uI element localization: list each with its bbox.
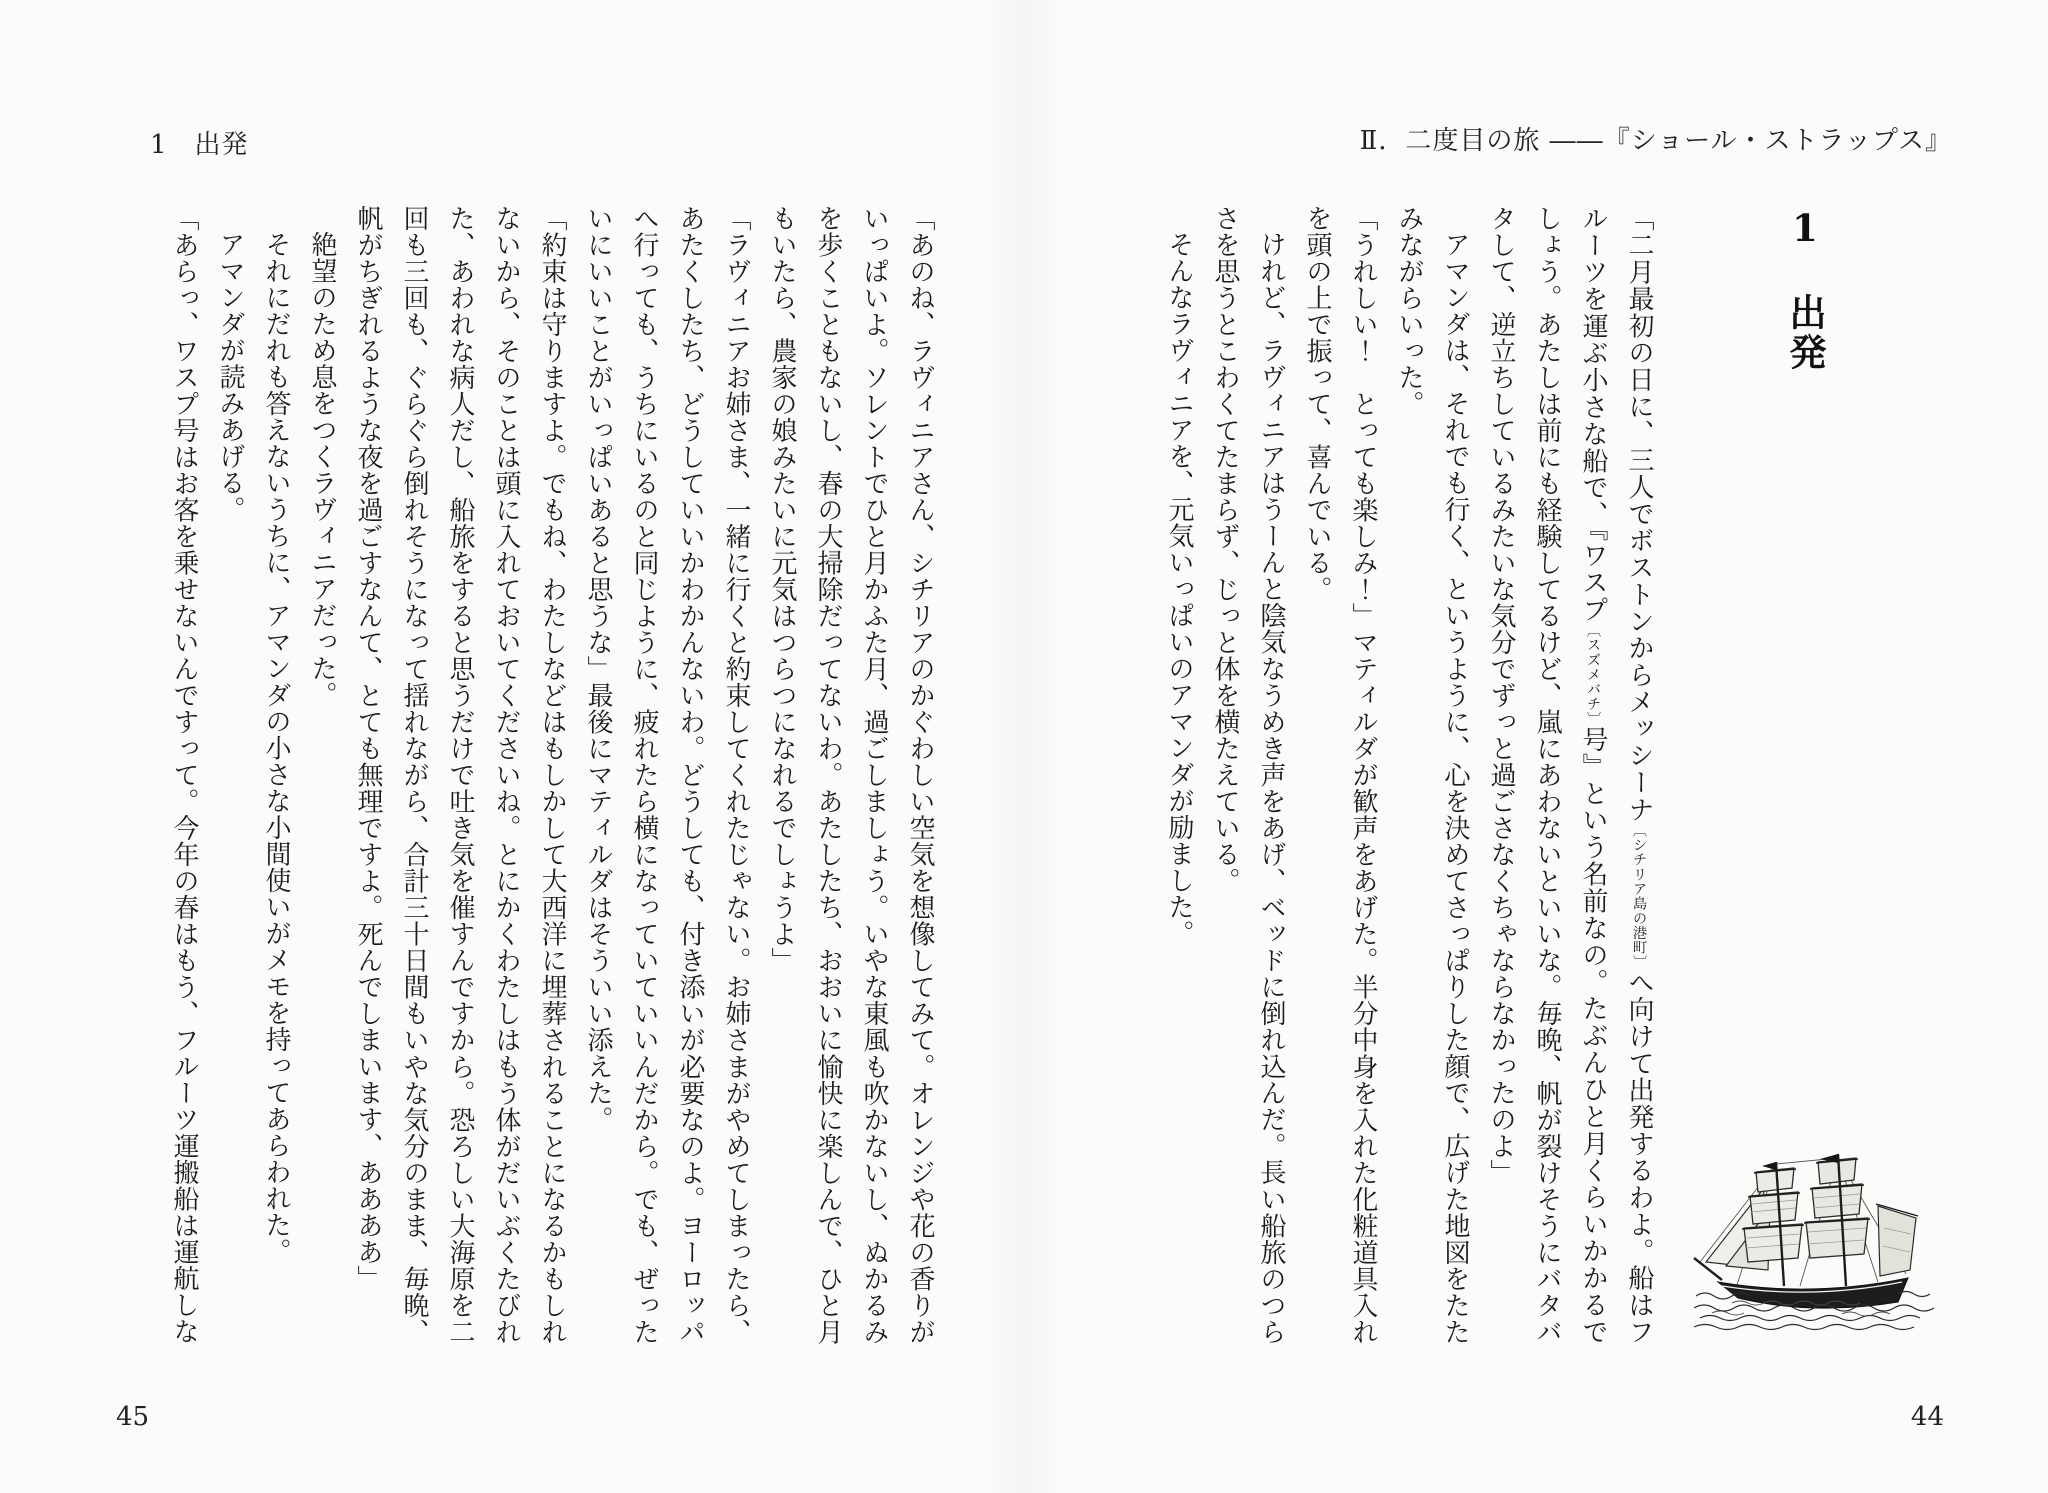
paragraph: 「あのね、ラヴィニアさん、シチリアのかぐわしい空気を想像してみて。オレンジや花の香りがいっぱいよ。ソレントでひと月かふた月、過ごしましょう。いやな東風も吹かないし、ぬかるみを歩くこともないし、春の大掃除だってないわ。あたしたち、おおいに愉快に楽しんで、ひと月もいたら、農家の娘みたいに元気はつらつになれるでしょうよ」 (767, 205, 935, 1345)
paragraph: 「あらっ、ワスプ号はお客を乗せないんですって。今年の春はもう、フルーツ運搬船は運航しな (169, 205, 199, 1345)
chapter-heading: 1 出発 (1783, 206, 1827, 373)
page-number-left: 45 (116, 1402, 150, 1432)
paragraph: 「約束は守りますよ。でもね、わたしなどはもしかして大西洋に埋葬されることになるかもしれないから、そのことは頭に入れておいてくださいね。とにかくわたしはもう体がだいぶくたびれた、あわれな病人だし、船旅をすると思うだけで吐き気を催すんですから。恐ろしい大海原を二回も三回も、ぐらぐら倒れそうになって揺れながら、合計三十日間もいやな気分のまま、毎晩、帆がちぎれるような夜を過ごすなんて、とても無理ですよ。死んでしまいます、ああああ」 (353, 205, 567, 1345)
paragraph: そんなラヴィニアを、元気いっぱいのアマンダが励ました。 (1164, 231, 1194, 947)
paragraph: 「ラヴィニアお姉さま、一緒に行くと約束してくれたじゃない。お姉さまがやめてしまったら、あたくしたち、どうしていいかわかんないわ。どうしても、付き添いが必要なのよ。ヨーロッパへ行っても、うちにいるのと同じように、疲れたら横になっていていいんだから。でも、ぜったいにいいことがいっぱいあると思うな」最後にマティルダはそういい添えた。 (583, 205, 751, 1345)
running-head-left: 1 出発 (150, 130, 249, 160)
right-page-text (1156, 205, 1662, 1345)
paragraph: アマンダは、それでも行く、というように、心を決めてさっぱりした顔で、広げた地図をたたみながらいった。 (1394, 205, 1470, 1346)
paragraph: 「二月最初の日に、三人でボストンからメッシーナ〔シチリア島の港町〕へ向けて出発するわよ。船はフルーツを運ぶ小さな船で、『ワスプ〔スズメバチ〕号』という名前なの。たぶんひと月くらいかかるでしょう。あたしは前にも経験してるけど、嵐にあわないといいな。毎晩、帆が裂けそうにバタバタして、逆立ちしているみたいな気分でずっと過ごさなくちゃならなかったのよ」 (1486, 205, 1654, 1346)
page-gutter (984, 0, 1064, 1493)
paragraph: 絶望のため息をつくラヴィニアだった。 (307, 231, 337, 708)
paragraph: 「うれしい！ とっても楽しみ！」マティルダが歓声をあげた。半分中身を入れた化粧道具入れを頭の上で振って、喜んでいる。 (1302, 205, 1378, 1345)
left-page-text (161, 205, 943, 1345)
running-head-right: Ⅱ．二度目の旅 ――『ショール・ストラップス』 (1359, 126, 1952, 156)
paragraph: アマンダが読みあげる。 (215, 231, 245, 523)
paragraph: けれど、ラヴィニアはうーんと陰気なうめき声をあげ、ベッドに倒れ込んだ。長い船旅のつらさを思うとこわくてたまらず、じっと体を横たえている。 (1210, 205, 1286, 1346)
paragraph: それにだれも答えないうちに、アマンダの小さな小間使いがメモを持ってあらわれた。 (261, 231, 291, 1265)
page-number-right: 44 (1910, 1402, 1944, 1432)
ship-engraving-illustration (1692, 1146, 1934, 1334)
